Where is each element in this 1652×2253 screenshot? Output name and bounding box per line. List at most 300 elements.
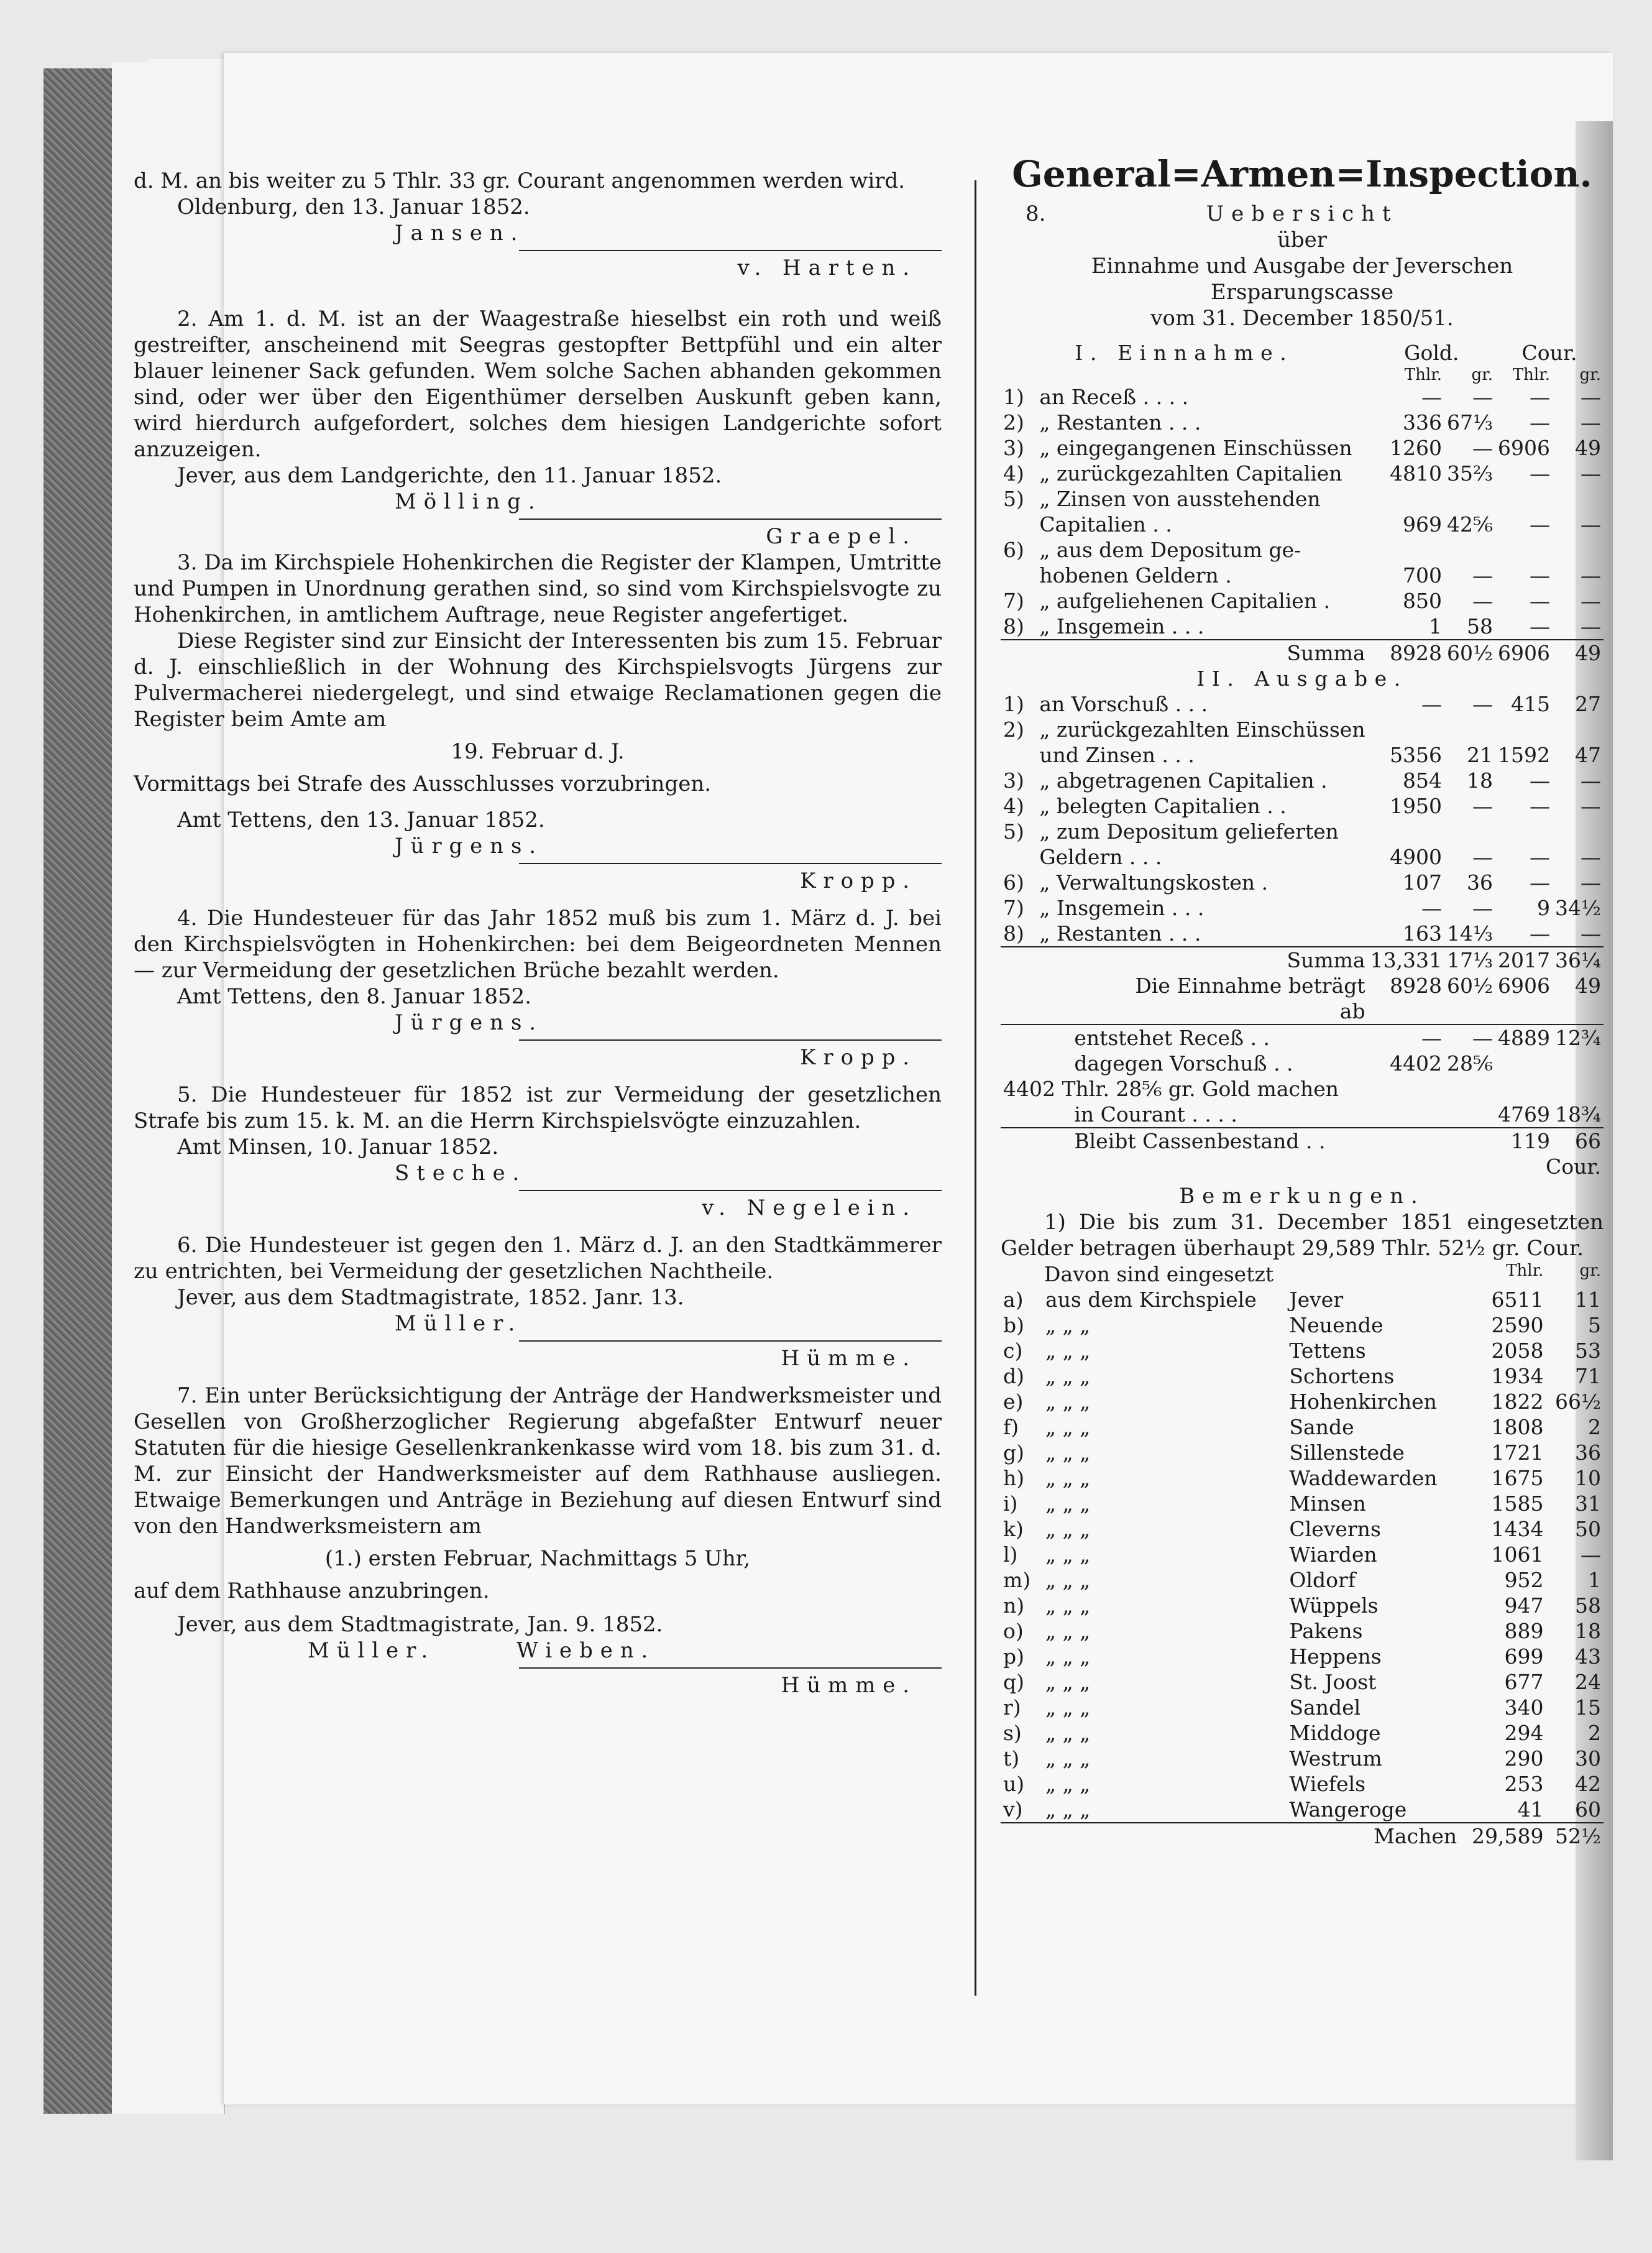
cour-thlr (1495, 486, 1553, 512)
parish-name: Sillenstede (1289, 1440, 1405, 1465)
gold-thlr (1368, 717, 1444, 742)
notice-6-signature: Müller. (395, 1311, 523, 1336)
row-index: p) (1003, 1644, 1024, 1669)
unit-gr: gr. (1579, 1261, 1601, 1280)
row-index: n) (1003, 1593, 1025, 1618)
amount-gr: 60 (1575, 1797, 1601, 1822)
row-label: „ aufgeliehenen Capitalien . (1039, 589, 1331, 613)
row-index: b) (1003, 1313, 1024, 1337)
parish-row (1001, 1312, 1604, 1338)
cour-thlr: — (1530, 921, 1551, 946)
expense-header (1001, 666, 1604, 691)
unit-header (1001, 366, 1604, 384)
expense-row (1001, 921, 1604, 947)
parish-row (1001, 1593, 1604, 1618)
gold-gr: 21 (1467, 743, 1494, 767)
notice-6-text: 6. Die Hundesteuer ist gegen den 1. März d. J. an den Stadtkämmerer zu entrichten, bei Vermeidung der gesetzlichen Nachtheile. (134, 1233, 942, 1284)
parish-rows (1001, 1287, 1604, 1823)
notice-6-signature-2: Hümme. (781, 1346, 917, 1371)
row-index: k) (1003, 1517, 1024, 1541)
parish-name: Cleverns (1289, 1517, 1381, 1541)
amount-gr: 66½ (1555, 1389, 1601, 1414)
income-row (1001, 384, 1604, 410)
row-index (1001, 563, 1037, 588)
sum-gold-gr: 60½ (1444, 640, 1495, 666)
parish-prefix: „ „ „ (1045, 1670, 1091, 1694)
row-index: t) (1003, 1746, 1020, 1771)
parish-total-row (1001, 1823, 1604, 1849)
amount-gr: 18 (1575, 1619, 1601, 1643)
cour-gr (1553, 486, 1604, 512)
gold-thlr: 700 (1403, 563, 1443, 587)
courant-header: Cour. (1521, 341, 1577, 365)
balance-cour-gr: 66 (1553, 1128, 1604, 1154)
cour-thlr: 9 (1537, 896, 1551, 920)
parish-prefix: „ „ „ (1045, 1542, 1091, 1567)
parish-prefix: „ „ „ (1045, 1389, 1091, 1414)
row-index: 1) (1003, 385, 1024, 409)
parish-name: Oldorf (1289, 1568, 1356, 1592)
gold-gr: — (1472, 845, 1494, 869)
expense-rows (1001, 691, 1604, 947)
row-label: und Zinsen . . . (1039, 743, 1195, 767)
balance-gold-thlr: — (1368, 1025, 1444, 1051)
parish-prefix: „ „ „ (1045, 1644, 1091, 1669)
amount-thlr: 290 (1504, 1746, 1544, 1771)
parish-prefix: aus dem Kirchspiele (1045, 1288, 1257, 1312)
parish-name: Schortens (1289, 1364, 1395, 1388)
amount-gr: 31 (1575, 1491, 1601, 1516)
row-index: 7) (1003, 896, 1024, 920)
cour-gr (1553, 819, 1604, 844)
balance-label: dagegen Vorschuß . . (1074, 1051, 1293, 1076)
gold-gr: 42⅚ (1447, 512, 1494, 537)
cour-thlr: — (1530, 845, 1551, 869)
notice-4-signature: Jürgens. (395, 1010, 544, 1035)
divider-rule (519, 518, 942, 520)
sum-label: Summa (1037, 947, 1367, 973)
row-index: g) (1003, 1440, 1024, 1465)
gold-thlr (1368, 537, 1444, 563)
parish-name: Tettens (1289, 1338, 1366, 1363)
parish-row (1001, 1695, 1604, 1720)
title-line-4: vom 31. December 1850/51. (1150, 306, 1454, 331)
expense-row (1001, 742, 1604, 768)
notice-2-place: Jever, aus dem Landgerichte, den 11. Januar 1852. (177, 463, 722, 488)
section-heading: General=Armen=Inspection. (1012, 153, 1592, 195)
amount-gr: 24 (1575, 1670, 1601, 1694)
row-index: u) (1003, 1772, 1025, 1796)
row-label: an Vorschuß . . . (1039, 692, 1208, 716)
amount-thlr: 1808 (1491, 1415, 1544, 1439)
row-label: „ aus dem Depositum ge- (1039, 538, 1301, 562)
cour-gr: — (1581, 512, 1601, 537)
total-thlr: 29,589 (1459, 1823, 1546, 1849)
divider-rule (519, 1190, 942, 1191)
parish-row (1001, 1746, 1604, 1771)
row-index (1001, 844, 1037, 870)
notice-2-signature: Mölling. (395, 489, 543, 514)
row-index: 3) (1003, 768, 1024, 793)
remarks-text: 1) Die bis zum 31. December 1851 eingesetzten Gelder betragen überhaupt 29,589 Thlr. 52½ gr. Cour. (1001, 1210, 1604, 1261)
cour-thlr: — (1530, 614, 1551, 638)
gold-gr: 35⅔ (1447, 461, 1494, 486)
cour-gr: — (1581, 410, 1601, 435)
row-index (1001, 742, 1037, 768)
balance-label: in Courant . . . . (1074, 1102, 1237, 1126)
row-index: 8) (1003, 921, 1024, 946)
gold-gr: — (1472, 794, 1494, 818)
gold-gr: 18 (1467, 768, 1494, 793)
gold-gr: 67⅓ (1447, 410, 1494, 435)
balance-ab: ab (1339, 999, 1365, 1023)
cour-gr: 34½ (1555, 896, 1601, 920)
row-label: „ Verwaltungskosten . (1039, 870, 1269, 895)
gold-gr: — (1472, 692, 1494, 716)
parish-prefix: „ „ „ (1045, 1313, 1091, 1337)
amount-thlr: 1822 (1491, 1389, 1544, 1414)
row-label: „ eingegangenen Einschüssen (1039, 436, 1352, 460)
balance-cour-thlr: 4769 (1498, 1102, 1551, 1126)
parish-header (1001, 1261, 1604, 1287)
parish-prefix: „ „ „ (1045, 1440, 1091, 1465)
notice-5-place: Amt Minsen, 10. Januar 1852. (177, 1135, 499, 1159)
row-index: f) (1003, 1415, 1019, 1439)
gold-thlr (1368, 486, 1444, 512)
amount-gr: 50 (1575, 1517, 1601, 1541)
income-sum-row (1001, 640, 1604, 666)
sum-gold-thlr: 8928 (1368, 640, 1444, 666)
row-index: 4) (1003, 794, 1024, 818)
amount-thlr: 1721 (1491, 1440, 1544, 1465)
amount-gr: 30 (1575, 1746, 1601, 1771)
notice-3-signature: Jürgens. (395, 834, 544, 859)
parish-prefix: „ „ „ (1045, 1746, 1091, 1771)
balance-label: Bleibt Cassenbestand . . (1037, 1128, 1367, 1154)
row-index (1001, 512, 1037, 537)
notice-1-text: d. M. an bis weiter zu 5 Thlr. 33 gr. Courant angenommen werden wird. (134, 168, 906, 193)
notice-4-text: 4. Die Hundesteuer für das Jahr 1852 muß bis zum 1. März d. J. bei den Kirchspielsvögten in Hohenkirchen: bei dem Beigeordneten Mennen — zur Vermeidung der gesetzlichen Brüche bezahlt werden. (134, 906, 942, 983)
notice-5-text: 5. Die Hundesteuer für 1852 ist zur Vermeidung der gesetzlichen Strafe bis zum 15. k. M. an die Herrn Kirchspielsvögte einzuzahlen. (134, 1082, 942, 1133)
parish-row (1001, 1542, 1604, 1567)
cour-gr: — (1581, 794, 1601, 818)
parish-row (1001, 1720, 1604, 1746)
parish-prefix: „ „ „ (1045, 1797, 1091, 1822)
title-uebersicht: Uebersicht (1206, 201, 1398, 226)
parish-row (1001, 1618, 1604, 1644)
row-index: 2) (1003, 410, 1024, 435)
gold-thlr: — (1421, 896, 1443, 920)
gold-thlr: 107 (1403, 870, 1443, 895)
balance-row-2 (1001, 1025, 1604, 1051)
cour-gr: 47 (1575, 743, 1601, 767)
expense-row (1001, 870, 1604, 895)
amount-thlr: 1585 (1491, 1491, 1544, 1516)
gold-gr (1444, 819, 1495, 844)
row-label: „ Insgemein . . . (1039, 896, 1205, 920)
cour-thlr: — (1530, 461, 1551, 486)
notice-4-place: Amt Tettens, den 8. Januar 1852. (177, 984, 532, 1009)
parish-prefix: „ „ „ (1045, 1619, 1091, 1643)
sum-gold-thlr: 13,331 (1368, 947, 1444, 973)
notice-7-signature-1: Müller. (308, 1638, 436, 1663)
item-number: 8. (1026, 201, 1046, 226)
parish-name: Waddewarden (1289, 1466, 1438, 1490)
cour-gr: — (1581, 385, 1601, 409)
row-label: „ Zinsen von ausstehenden (1039, 487, 1321, 511)
parish-name: Pakens (1289, 1619, 1363, 1643)
income-row (1001, 410, 1604, 435)
row-label: „ Restanten . . . (1039, 410, 1201, 435)
total-gr: 52½ (1546, 1823, 1604, 1849)
balance-row-4a (1001, 1076, 1604, 1102)
gold-thlr: 1260 (1390, 436, 1443, 460)
amount-gr: 1 (1588, 1568, 1601, 1592)
amount-gr: 10 (1575, 1466, 1601, 1490)
row-index: i) (1003, 1491, 1018, 1516)
notice-3-signature-2: Kropp. (800, 868, 917, 893)
amount-thlr: 1675 (1491, 1466, 1544, 1490)
notice-7-place: Jever, aus dem Stadtmagistrate, Jan. 9. 1852. (177, 1612, 663, 1637)
gold-thlr: 1 (1429, 614, 1443, 638)
cour-thlr (1495, 717, 1553, 742)
notice-7-text-2: auf dem Rathhause anzubringen. (134, 1578, 490, 1603)
gold-thlr: 969 (1403, 512, 1443, 537)
balance-cour-row (1001, 1154, 1604, 1179)
gold-thlr (1368, 819, 1444, 844)
notice-7-date: (1.) ersten Februar, Nachmittags 5 Uhr, (324, 1546, 751, 1571)
cour-gr: 27 (1575, 692, 1601, 716)
parish-prefix: „ „ „ (1045, 1491, 1091, 1516)
notice-4-signature-2: Kropp. (800, 1045, 917, 1070)
gold-gr: — (1472, 436, 1494, 460)
row-index: a) (1003, 1288, 1024, 1312)
parish-prefix: „ „ „ (1045, 1466, 1091, 1490)
parish-name: Wiefels (1289, 1772, 1366, 1796)
amount-thlr: 1934 (1491, 1364, 1544, 1388)
sum-cour-gr: 36¼ (1553, 947, 1604, 973)
income-table (1001, 340, 1604, 1179)
cour-gr: — (1581, 845, 1601, 869)
notice-3-place: Amt Tettens, den 13. Januar 1852. (177, 808, 545, 832)
balance-label: Die Einnahme beträgt (1135, 974, 1365, 998)
parish-row (1001, 1669, 1604, 1695)
amount-gr: 58 (1575, 1593, 1601, 1618)
cour-gr: — (1581, 614, 1601, 638)
expense-row (1001, 819, 1604, 844)
amount-thlr: 340 (1504, 1695, 1544, 1720)
parish-prefix: „ „ „ (1045, 1772, 1091, 1796)
income-heading: I. Einnahme. (1075, 341, 1294, 365)
row-index: m) (1003, 1568, 1031, 1592)
cour-gr: — (1581, 461, 1601, 486)
row-label: „ zurückgezahlten Einschüssen (1039, 717, 1365, 742)
parish-prefix: „ „ „ (1045, 1593, 1091, 1618)
parish-prefix: „ „ „ (1045, 1568, 1091, 1592)
row-index: h) (1003, 1466, 1025, 1490)
gold-gr (1444, 486, 1495, 512)
row-label: „ zurückgezahlten Capitalien (1039, 461, 1342, 486)
income-row (1001, 461, 1604, 486)
title-line-1 (1001, 201, 1604, 227)
expense-row (1001, 717, 1604, 742)
amount-thlr: 41 (1517, 1797, 1544, 1822)
parish-intro: Davon sind eingesetzt (1044, 1262, 1274, 1286)
row-index: 2) (1003, 717, 1024, 742)
amount-thlr: 253 (1504, 1772, 1544, 1796)
parish-name: Westrum (1289, 1746, 1382, 1771)
gold-thlr: — (1421, 385, 1443, 409)
cour-thlr: — (1530, 410, 1551, 435)
balance-cour-gr: 12¾ (1553, 1025, 1604, 1051)
divider-rule (519, 1039, 942, 1041)
gold-thlr: 850 (1403, 589, 1443, 613)
cour-thlr: — (1530, 385, 1551, 409)
amount-gr: 53 (1575, 1338, 1601, 1363)
parish-name: Heppens (1289, 1644, 1382, 1669)
divider-rule (519, 250, 942, 251)
gold-gr: 14⅓ (1447, 921, 1494, 946)
row-index: 7) (1003, 589, 1024, 613)
row-label: Geldern . . . (1039, 845, 1162, 869)
parish-name: Wangeroge (1289, 1797, 1407, 1822)
gold-gr (1444, 537, 1495, 563)
notice-7-signature-2: Hümme. (781, 1673, 917, 1698)
row-index: 3) (1003, 436, 1024, 460)
notice-2-signature-2: Graepel. (766, 524, 917, 549)
parish-row (1001, 1797, 1604, 1823)
gold-gr: — (1472, 589, 1494, 613)
row-index: 4) (1003, 461, 1024, 486)
income-row (1001, 537, 1604, 563)
divider-rule (519, 863, 942, 864)
parish-prefix: „ „ „ (1045, 1517, 1091, 1541)
row-index: 1) (1003, 692, 1024, 716)
divider-rule (519, 1667, 942, 1669)
row-index: r) (1003, 1695, 1021, 1720)
balance-label: entstehet Receß . . (1037, 1025, 1367, 1051)
sum-cour-gr: 49 (1553, 640, 1604, 666)
parish-row (1001, 1389, 1604, 1414)
balance-row-5 (1001, 1128, 1604, 1154)
row-index: v) (1003, 1797, 1023, 1822)
balance-cour-gr: 18¾ (1555, 1102, 1601, 1126)
parish-row (1001, 1338, 1604, 1363)
unit-thlr: Thlr. (1506, 1261, 1544, 1280)
amount-gr: 42 (1575, 1772, 1601, 1796)
cour-gr: 49 (1575, 436, 1601, 460)
amount-thlr: 1061 (1491, 1542, 1544, 1567)
expense-heading: II. Ausgabe. (1196, 666, 1408, 691)
balance-cour-label: Cour. (1545, 1154, 1601, 1179)
remarks-heading: Bemerkungen. (1179, 1184, 1425, 1209)
balance-gold-gr: — (1444, 1025, 1495, 1051)
income-row (1001, 563, 1604, 588)
income-row (1001, 512, 1604, 537)
parish-name: Neuende (1289, 1313, 1384, 1337)
row-label: hobenen Geldern . (1039, 563, 1232, 587)
notice-3-text-2: Diese Register sind zur Einsicht der Interessenten bis zum 15. Februar d. J. einschließlich in der Wohnung des Kirchspielsvogts Jürgens zur Pulvermacherei niedergelegt, und sind etwaige Reclamationen gegen die Register beim Amte am (134, 629, 942, 732)
sum-cour-thlr: 2017 (1495, 947, 1553, 973)
amount-thlr: 952 (1504, 1568, 1544, 1592)
notice-6-place: Jever, aus dem Stadtmagistrate, 1852. Janr. 13. (177, 1285, 684, 1310)
parish-prefix: „ „ „ (1045, 1338, 1091, 1363)
balance-row-3 (1001, 1051, 1604, 1076)
amount-thlr: 2590 (1491, 1313, 1544, 1337)
cour-thlr: 6906 (1498, 436, 1551, 460)
balance-row-1 (1001, 973, 1604, 998)
cour-thlr: — (1530, 589, 1551, 613)
parish-name: Wiarden (1289, 1542, 1377, 1567)
parish-prefix: „ „ „ (1045, 1364, 1091, 1388)
amount-gr: 43 (1575, 1644, 1601, 1669)
gold-gr: — (1472, 563, 1494, 587)
notice-1-signature: Jansen. (395, 221, 525, 246)
notice-1-place: Oldenburg, den 13. Januar 1852. (177, 195, 530, 219)
row-label: „ Restanten . . . (1039, 921, 1201, 946)
notice-3-date: 19. Februar d. J. (451, 739, 625, 764)
parish-row (1001, 1771, 1604, 1797)
parish-table (1001, 1261, 1604, 1849)
balance-row-4 (1001, 1102, 1604, 1128)
expense-row (1001, 691, 1604, 717)
parish-name: St. Joost (1289, 1670, 1377, 1694)
expense-row (1001, 768, 1604, 793)
row-index: 6) (1003, 538, 1024, 562)
row-label: „ zum Depositum gelieferten (1039, 819, 1339, 844)
gold-thlr: 4810 (1390, 461, 1443, 486)
notice-7-signatures (134, 1638, 942, 1664)
cour-thlr: — (1530, 768, 1551, 793)
book-spine (44, 68, 112, 2114)
cour-gr: — (1581, 563, 1601, 587)
cour-gr (1553, 537, 1604, 563)
total-label: Machen (1287, 1823, 1459, 1849)
notice-5-signature-2: v. Negelein. (702, 1196, 917, 1220)
amount-thlr: 889 (1504, 1619, 1544, 1643)
expense-row (1001, 844, 1604, 870)
income-row (1001, 435, 1604, 461)
amount-thlr: 294 (1504, 1721, 1544, 1745)
balance-gold-thlr: 4402 (1390, 1051, 1443, 1076)
row-index: 5) (1003, 487, 1024, 511)
notice-2-text: 2. Am 1. d. M. ist an der Waagestraße hieselbst ein roth und weiß gestreifter, anscheinend mit Seegras gestopfter Bettpfühl und ein alter blauer leinener Sack gefunden. Wem solche Sachen abhanden gekommen sind, oder wer über den Eigenthümer derselben Auskunft geben kann, wird hierdurch aufgefordert, solches dem hiesigen Landgerichte sofort anzuzeigen. (134, 306, 942, 462)
gold-thlr: 5356 (1390, 743, 1443, 767)
parish-prefix: „ „ „ (1045, 1721, 1091, 1745)
parish-prefix: „ „ „ (1045, 1415, 1091, 1439)
cour-thlr: 415 (1511, 692, 1551, 716)
balance-gold-gr: 60½ (1447, 974, 1494, 998)
cour-thlr: — (1530, 870, 1551, 895)
unit-thlr: Thlr. (1512, 366, 1551, 384)
expense-sum-row (1001, 947, 1604, 973)
unit-gr: gr. (1471, 366, 1494, 384)
parish-row (1001, 1287, 1604, 1312)
unit-gr: gr. (1579, 366, 1601, 384)
row-label: Capitalien . . (1039, 512, 1172, 537)
cour-thlr: — (1530, 794, 1551, 818)
row-label: „ abgetragenen Capitalien . (1039, 768, 1328, 793)
income-row (1001, 614, 1604, 640)
conversion-text: 4402 Thlr. 28⅚ gr. Gold machen (1003, 1077, 1339, 1101)
notice-3-text-3: Vormittags bei Strafe des Ausschlusses vorzubringen. (134, 772, 712, 796)
amount-thlr: 699 (1504, 1644, 1544, 1669)
notice-7-signature-1b: Wieben. (516, 1638, 656, 1663)
row-index: s) (1003, 1721, 1022, 1745)
amount-gr: 5 (1588, 1313, 1601, 1337)
parish-row (1001, 1465, 1604, 1491)
balance-gold-thlr: 8928 (1390, 974, 1443, 998)
